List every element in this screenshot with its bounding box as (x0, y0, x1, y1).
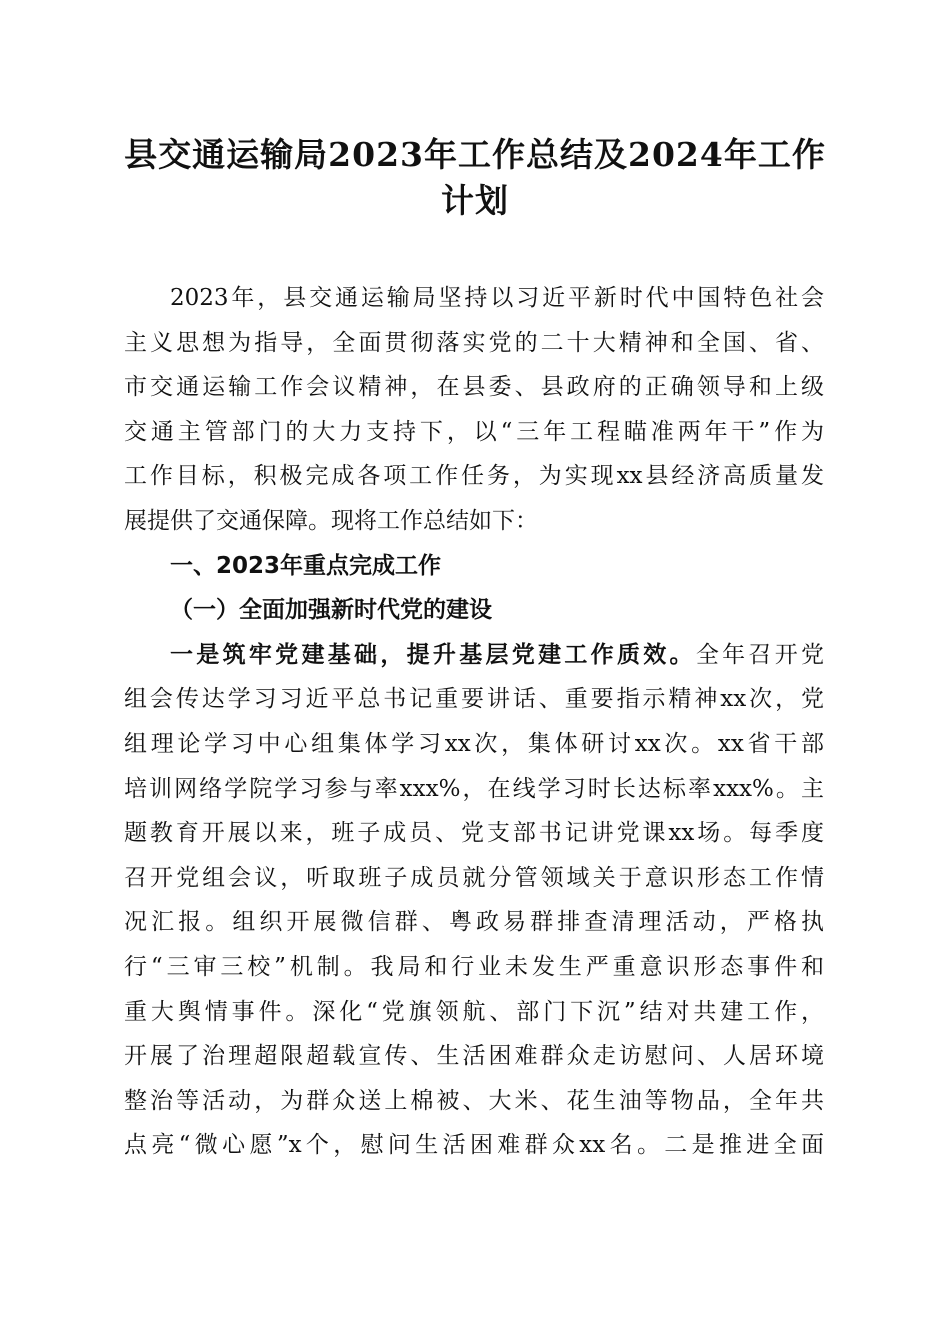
intro-line: 展提供了交通保障。现将工作总结如下： (124, 507, 538, 534)
paragraph-line: 开展了治理超限超载宣传、生活困难群众走访慰问、人居环境 (124, 1043, 824, 1070)
paragraph-lead: 一是筑牢党建基础，提升基层党建工作质效。 (170, 640, 696, 668)
section-heading: 一、2023年重点完成工作 (170, 552, 442, 579)
intro-paragraph (124, 276, 824, 544)
document-title (110, 132, 840, 224)
paragraph-line: 重大舆情事件。深化“党旗领航、部门下沉”结对共建工作， (124, 998, 824, 1025)
paragraph-line: 组理论学习中心组集体学习xx次，集体研讨xx次。xx省干部 (124, 730, 824, 757)
intro-line: 2023年，县交通运输局坚持以习近平新时代中国特色社会 (170, 285, 824, 311)
intro-line: 交通主管部门的大力支持下，以“三年工程瞄准两年干”作为 (124, 418, 824, 445)
intro-line: 主义思想为指导，全面贯彻落实党的二十大精神和全国、省、 (124, 329, 824, 356)
paragraph-line: 整治等活动，为群众送上棉被、大米、花生油等物品，全年共 (124, 1087, 824, 1114)
paragraph-first-line (124, 633, 824, 678)
paragraph-line: 题教育开展以来，班子成员、党支部书记讲党课xx场。每季度 (124, 820, 824, 847)
paragraph-line: 行“三审三校”机制。我局和行业未发生严重意识形态事件和 (124, 953, 824, 980)
paragraph-line: 点亮“微心愿”x个，慰问生活困难群众xx名。二是推进全面 (124, 1132, 824, 1159)
subsection-heading: （一）全面加强新时代党的建设 (170, 596, 492, 624)
intro-line: 工作目标，积极完成各项工作任务，为实现xx县经济高质量发 (124, 463, 824, 490)
title-line-2: 计划 (441, 181, 509, 220)
paragraph-line: 组会传达学习习近平总书记重要讲话、重要指示精神xx次，党 (124, 686, 824, 713)
party-building-paragraph (124, 633, 824, 1168)
title-line-1: 县交通运输局2023年工作总结及2024年工作 (124, 135, 826, 174)
paragraph-line: 况汇报。组织开展微信群、粤政易群排查清理活动，严格执 (124, 909, 824, 936)
document-body (124, 276, 824, 1168)
paragraph-first-rest: 全年召开党 (695, 641, 825, 668)
paragraph-line: 召开党组会议，听取班子成员就分管领域关于意识形态工作情 (124, 864, 824, 891)
paragraph-line: 培训网络学院学习参与率xxx%，在线学习时长达标率xxx%。主 (124, 775, 824, 802)
intro-line: 市交通运输工作会议精神，在县委、县政府的正确领导和上级 (124, 374, 824, 401)
